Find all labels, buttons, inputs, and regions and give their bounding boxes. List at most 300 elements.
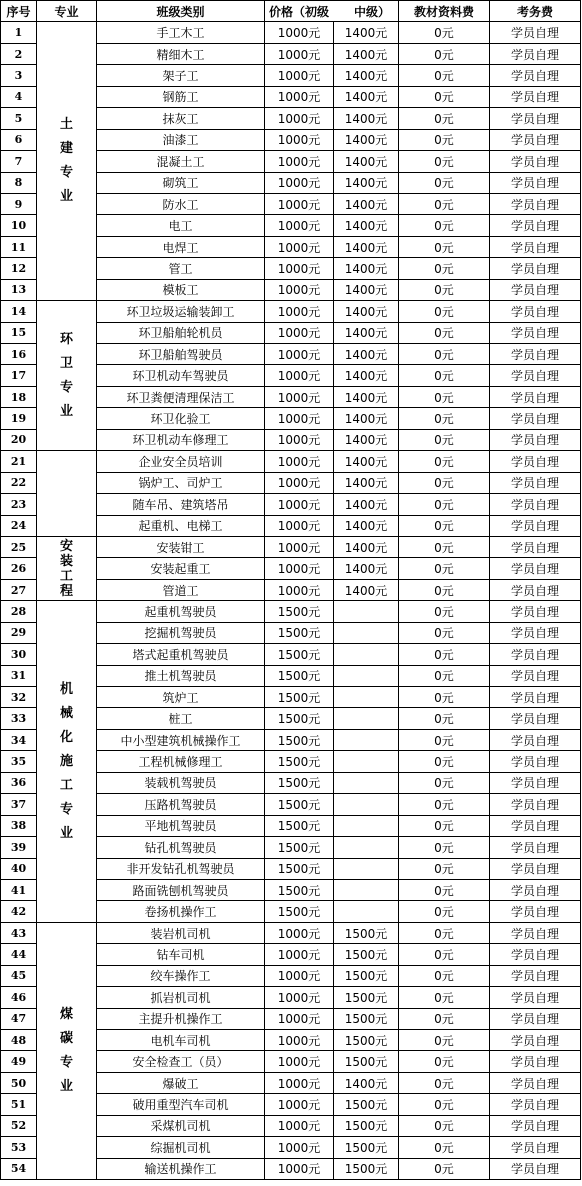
material-fee-cell: 0元 xyxy=(399,1008,490,1029)
price-mid-cell: 1500元 xyxy=(334,1158,399,1179)
price-mid-cell xyxy=(334,858,399,879)
price-mid-cell: 1400元 xyxy=(334,515,399,536)
price-mid-cell: 1400元 xyxy=(334,108,399,129)
price-mid-cell xyxy=(334,901,399,922)
material-fee-cell: 0元 xyxy=(399,879,490,900)
price-mid-cell: 1400元 xyxy=(334,344,399,365)
material-fee-cell: 0元 xyxy=(399,751,490,772)
class-type-cell: 路面铣刨机驾驶员 xyxy=(97,879,265,900)
material-fee-cell: 0元 xyxy=(399,301,490,322)
price-junior-cell: 1000元 xyxy=(265,987,334,1008)
class-type-cell: 压路机驾驶员 xyxy=(97,794,265,815)
row-index: 50 xyxy=(1,1072,37,1093)
material-fee-cell: 0元 xyxy=(399,129,490,150)
price-junior-cell: 1000元 xyxy=(265,1072,334,1093)
exam-fee-cell: 学员自理 xyxy=(490,43,581,64)
row-index: 2 xyxy=(1,43,37,64)
material-fee-cell: 0元 xyxy=(399,386,490,407)
price-mid-cell: 1400元 xyxy=(334,172,399,193)
material-fee-cell: 0元 xyxy=(399,987,490,1008)
major-cell xyxy=(37,536,97,600)
price-junior-cell: 1000元 xyxy=(265,408,334,429)
exam-fee-cell: 学员自理 xyxy=(490,815,581,836)
price-mid-cell: 1400元 xyxy=(334,279,399,300)
material-fee-cell: 0元 xyxy=(399,901,490,922)
price-mid-cell: 1400元 xyxy=(334,151,399,172)
exam-fee-cell: 学员自理 xyxy=(490,494,581,515)
material-fee-cell: 0元 xyxy=(399,622,490,643)
material-fee-cell: 0元 xyxy=(399,1115,490,1136)
price-junior-cell: 1000元 xyxy=(265,129,334,150)
material-fee-cell: 0元 xyxy=(399,536,490,557)
row-index: 27 xyxy=(1,579,37,600)
class-type-cell: 油漆工 xyxy=(97,129,265,150)
row-index: 34 xyxy=(1,729,37,750)
price-junior-cell: 1000元 xyxy=(265,494,334,515)
class-type-cell: 平地机驾驶员 xyxy=(97,815,265,836)
price-junior-cell: 1000元 xyxy=(265,579,334,600)
table-row xyxy=(1,601,581,622)
price-junior-cell: 1500元 xyxy=(265,879,334,900)
row-index: 26 xyxy=(1,558,37,579)
major-label: 土建专业 xyxy=(59,117,73,205)
exam-fee-cell: 学员自理 xyxy=(490,301,581,322)
header-index: 序号 xyxy=(1,1,37,22)
price-mid-cell: 1500元 xyxy=(334,1008,399,1029)
price-mid-cell xyxy=(334,622,399,643)
material-fee-cell: 0元 xyxy=(399,944,490,965)
material-fee-cell: 0元 xyxy=(399,344,490,365)
header-material-fee: 教材资料费 xyxy=(399,1,490,22)
major-label: 安装工程 xyxy=(59,538,73,599)
price-junior-cell: 1000元 xyxy=(265,22,334,43)
material-fee-cell: 0元 xyxy=(399,729,490,750)
price-mid-cell: 1400元 xyxy=(334,429,399,450)
class-type-cell: 安装起重工 xyxy=(97,558,265,579)
price-junior-cell: 1500元 xyxy=(265,708,334,729)
class-type-cell: 筑炉工 xyxy=(97,687,265,708)
class-type-cell: 主提升机操作工 xyxy=(97,1008,265,1029)
class-type-cell: 爆破工 xyxy=(97,1072,265,1093)
row-index: 54 xyxy=(1,1158,37,1179)
price-mid-cell: 1400元 xyxy=(334,536,399,557)
material-fee-cell: 0元 xyxy=(399,43,490,64)
price-junior-cell: 1500元 xyxy=(265,794,334,815)
class-type-cell: 起重机驾驶员 xyxy=(97,601,265,622)
price-mid-cell xyxy=(334,879,399,900)
price-junior-cell: 1000元 xyxy=(265,536,334,557)
table-row xyxy=(1,536,581,557)
price-mid-cell xyxy=(334,837,399,858)
exam-fee-cell: 学员自理 xyxy=(490,451,581,472)
class-type-cell: 非开发钻孔机驾驶员 xyxy=(97,858,265,879)
price-mid-cell xyxy=(334,751,399,772)
row-index: 20 xyxy=(1,429,37,450)
row-index: 44 xyxy=(1,944,37,965)
row-index: 30 xyxy=(1,644,37,665)
row-index: 16 xyxy=(1,344,37,365)
material-fee-cell: 0元 xyxy=(399,837,490,858)
exam-fee-cell: 学员自理 xyxy=(490,708,581,729)
row-index: 51 xyxy=(1,1094,37,1115)
price-mid-cell: 1400元 xyxy=(334,1072,399,1093)
class-type-cell: 钢筋工 xyxy=(97,86,265,107)
exam-fee-cell: 学员自理 xyxy=(490,408,581,429)
exam-fee-cell: 学员自理 xyxy=(490,1115,581,1136)
exam-fee-cell: 学员自理 xyxy=(490,386,581,407)
class-type-cell: 管工 xyxy=(97,258,265,279)
material-fee-cell: 0元 xyxy=(399,1051,490,1072)
row-index: 5 xyxy=(1,108,37,129)
material-fee-cell: 0元 xyxy=(399,644,490,665)
row-index: 38 xyxy=(1,815,37,836)
price-junior-cell: 1000元 xyxy=(265,558,334,579)
material-fee-cell: 0元 xyxy=(399,472,490,493)
row-index: 45 xyxy=(1,965,37,986)
price-mid-cell xyxy=(334,665,399,686)
row-index: 33 xyxy=(1,708,37,729)
class-type-cell: 采煤机司机 xyxy=(97,1115,265,1136)
price-junior-cell: 1000元 xyxy=(265,193,334,214)
class-type-cell: 输送机操作工 xyxy=(97,1158,265,1179)
exam-fee-cell: 学员自理 xyxy=(490,86,581,107)
row-index: 25 xyxy=(1,536,37,557)
price-mid-cell: 1500元 xyxy=(334,1051,399,1072)
header-price xyxy=(265,1,399,22)
row-index: 31 xyxy=(1,665,37,686)
material-fee-cell: 0元 xyxy=(399,236,490,257)
exam-fee-cell: 学员自理 xyxy=(490,858,581,879)
exam-fee-cell: 学员自理 xyxy=(490,65,581,86)
header-major: 专业 xyxy=(37,1,97,22)
table-row xyxy=(1,22,581,43)
row-index: 32 xyxy=(1,687,37,708)
exam-fee-cell: 学员自理 xyxy=(490,172,581,193)
price-junior-cell: 1000元 xyxy=(265,86,334,107)
exam-fee-cell: 学员自理 xyxy=(490,215,581,236)
material-fee-cell: 0元 xyxy=(399,1030,490,1051)
row-index: 13 xyxy=(1,279,37,300)
price-mid-cell: 1400元 xyxy=(334,129,399,150)
material-fee-cell: 0元 xyxy=(399,1137,490,1158)
material-fee-cell: 0元 xyxy=(399,365,490,386)
price-mid-cell: 1400元 xyxy=(334,193,399,214)
material-fee-cell: 0元 xyxy=(399,22,490,43)
price-mid-cell xyxy=(334,708,399,729)
exam-fee-cell: 学员自理 xyxy=(490,644,581,665)
class-type-cell: 破用重型汽车司机 xyxy=(97,1094,265,1115)
exam-fee-cell: 学员自理 xyxy=(490,987,581,1008)
exam-fee-cell: 学员自理 xyxy=(490,151,581,172)
price-junior-cell: 1000元 xyxy=(265,472,334,493)
material-fee-cell: 0元 xyxy=(399,151,490,172)
price-junior-cell: 1000元 xyxy=(265,365,334,386)
material-fee-cell: 0元 xyxy=(399,215,490,236)
exam-fee-cell: 学员自理 xyxy=(490,965,581,986)
exam-fee-cell: 学员自理 xyxy=(490,1094,581,1115)
price-mid-cell: 1400元 xyxy=(334,408,399,429)
material-fee-cell: 0元 xyxy=(399,794,490,815)
price-mid-cell: 1500元 xyxy=(334,965,399,986)
row-index: 3 xyxy=(1,65,37,86)
price-mid-cell: 1400元 xyxy=(334,301,399,322)
exam-fee-cell: 学员自理 xyxy=(490,129,581,150)
price-junior-cell: 1000元 xyxy=(265,965,334,986)
exam-fee-cell: 学员自理 xyxy=(490,729,581,750)
row-index: 10 xyxy=(1,215,37,236)
material-fee-cell: 0元 xyxy=(399,922,490,943)
material-fee-cell: 0元 xyxy=(399,429,490,450)
class-type-cell: 安装钳工 xyxy=(97,536,265,557)
header-price-junior: 价格（初级 xyxy=(269,5,330,19)
exam-fee-cell: 学员自理 xyxy=(490,1072,581,1093)
price-junior-cell: 1500元 xyxy=(265,729,334,750)
price-mid-cell xyxy=(334,644,399,665)
exam-fee-cell: 学员自理 xyxy=(490,794,581,815)
class-type-cell: 推土机驾驶员 xyxy=(97,665,265,686)
exam-fee-cell: 学员自理 xyxy=(490,472,581,493)
exam-fee-cell: 学员自理 xyxy=(490,429,581,450)
material-fee-cell: 0元 xyxy=(399,687,490,708)
table-row xyxy=(1,451,581,472)
material-fee-cell: 0元 xyxy=(399,708,490,729)
class-type-cell: 起重机、电梯工 xyxy=(97,515,265,536)
class-type-cell: 钻孔机驾驶员 xyxy=(97,837,265,858)
price-mid-cell: 1500元 xyxy=(334,1094,399,1115)
row-index: 37 xyxy=(1,794,37,815)
major-cell xyxy=(37,301,97,451)
price-junior-cell: 1000元 xyxy=(265,151,334,172)
exam-fee-cell: 学员自理 xyxy=(490,344,581,365)
row-index: 6 xyxy=(1,129,37,150)
price-junior-cell: 1000元 xyxy=(265,258,334,279)
price-junior-cell: 1000元 xyxy=(265,322,334,343)
price-junior-cell: 1000元 xyxy=(265,215,334,236)
price-junior-cell: 1000元 xyxy=(265,279,334,300)
price-junior-cell: 1000元 xyxy=(265,451,334,472)
price-mid-cell: 1400元 xyxy=(334,322,399,343)
class-type-cell: 砌筑工 xyxy=(97,172,265,193)
price-mid-cell: 1500元 xyxy=(334,1137,399,1158)
material-fee-cell: 0元 xyxy=(399,772,490,793)
exam-fee-cell: 学员自理 xyxy=(490,258,581,279)
row-index: 8 xyxy=(1,172,37,193)
price-junior-cell: 1000元 xyxy=(265,301,334,322)
row-index: 15 xyxy=(1,322,37,343)
class-type-cell: 卷扬机操作工 xyxy=(97,901,265,922)
price-junior-cell: 1500元 xyxy=(265,687,334,708)
row-index: 46 xyxy=(1,987,37,1008)
class-type-cell: 工程机械修理工 xyxy=(97,751,265,772)
price-junior-cell: 1500元 xyxy=(265,772,334,793)
exam-fee-cell: 学员自理 xyxy=(490,751,581,772)
class-type-cell: 架子工 xyxy=(97,65,265,86)
exam-fee-cell: 学员自理 xyxy=(490,1008,581,1029)
class-type-cell: 综掘机司机 xyxy=(97,1137,265,1158)
exam-fee-cell: 学员自理 xyxy=(490,901,581,922)
header-row xyxy=(1,1,581,22)
price-junior-cell: 1000元 xyxy=(265,65,334,86)
price-mid-cell xyxy=(334,772,399,793)
price-mid-cell: 1400元 xyxy=(334,86,399,107)
price-mid-cell xyxy=(334,815,399,836)
header-exam-fee: 考务费 xyxy=(490,1,581,22)
price-mid-cell: 1400元 xyxy=(334,65,399,86)
major-label: 煤碳专业 xyxy=(59,1006,73,1094)
class-type-cell: 手工木工 xyxy=(97,22,265,43)
row-index: 43 xyxy=(1,922,37,943)
material-fee-cell: 0元 xyxy=(399,579,490,600)
class-type-cell: 环卫粪便清理保洁工 xyxy=(97,386,265,407)
price-junior-cell: 1500元 xyxy=(265,837,334,858)
class-type-cell: 挖掘机驾驶员 xyxy=(97,622,265,643)
row-index: 7 xyxy=(1,151,37,172)
row-index: 18 xyxy=(1,386,37,407)
price-mid-cell: 1400元 xyxy=(334,22,399,43)
major-label: 环卫专业 xyxy=(59,331,73,419)
material-fee-cell: 0元 xyxy=(399,258,490,279)
price-mid-cell: 1400元 xyxy=(334,386,399,407)
price-junior-cell: 1500元 xyxy=(265,622,334,643)
major-cell xyxy=(37,22,97,301)
table-row xyxy=(1,922,581,943)
row-index: 29 xyxy=(1,622,37,643)
price-junior-cell: 1500元 xyxy=(265,601,334,622)
exam-fee-cell: 学员自理 xyxy=(490,536,581,557)
price-mid-cell: 1500元 xyxy=(334,1115,399,1136)
exam-fee-cell: 学员自理 xyxy=(490,665,581,686)
price-junior-cell: 1000元 xyxy=(265,386,334,407)
class-type-cell: 锅炉工、司炉工 xyxy=(97,472,265,493)
price-junior-cell: 1000元 xyxy=(265,1051,334,1072)
exam-fee-cell: 学员自理 xyxy=(490,622,581,643)
price-junior-cell: 1000元 xyxy=(265,344,334,365)
material-fee-cell: 0元 xyxy=(399,601,490,622)
material-fee-cell: 0元 xyxy=(399,965,490,986)
row-index: 23 xyxy=(1,494,37,515)
row-index: 48 xyxy=(1,1030,37,1051)
class-type-cell: 电机车司机 xyxy=(97,1030,265,1051)
price-mid-cell: 1400元 xyxy=(334,43,399,64)
class-type-cell: 装岩机司机 xyxy=(97,922,265,943)
row-index: 22 xyxy=(1,472,37,493)
class-type-cell: 环卫垃圾运输装卸工 xyxy=(97,301,265,322)
exam-fee-cell: 学员自理 xyxy=(490,601,581,622)
price-mid-cell xyxy=(334,794,399,815)
price-junior-cell: 1500元 xyxy=(265,751,334,772)
class-type-cell: 环卫机动车修理工 xyxy=(97,429,265,450)
row-index: 12 xyxy=(1,258,37,279)
price-junior-cell: 1500元 xyxy=(265,815,334,836)
exam-fee-cell: 学员自理 xyxy=(490,687,581,708)
header-price-mid: 中级） xyxy=(353,5,390,19)
row-index: 24 xyxy=(1,515,37,536)
row-index: 4 xyxy=(1,86,37,107)
price-mid-cell xyxy=(334,601,399,622)
exam-fee-cell: 学员自理 xyxy=(490,322,581,343)
price-junior-cell: 1000元 xyxy=(265,515,334,536)
price-junior-cell: 1000元 xyxy=(265,1158,334,1179)
class-type-cell: 环卫船舶驾驶员 xyxy=(97,344,265,365)
price-mid-cell: 1500元 xyxy=(334,922,399,943)
row-index: 9 xyxy=(1,193,37,214)
class-type-cell: 环卫船舶轮机员 xyxy=(97,322,265,343)
header-class-type: 班级类别 xyxy=(97,1,265,22)
material-fee-cell: 0元 xyxy=(399,665,490,686)
price-junior-cell: 1000元 xyxy=(265,922,334,943)
price-mid-cell: 1400元 xyxy=(334,579,399,600)
price-junior-cell: 1000元 xyxy=(265,1030,334,1051)
class-type-cell: 桩工 xyxy=(97,708,265,729)
row-index: 19 xyxy=(1,408,37,429)
price-mid-cell: 1400元 xyxy=(334,258,399,279)
price-mid-cell xyxy=(334,687,399,708)
price-junior-cell: 1000元 xyxy=(265,1115,334,1136)
row-index: 14 xyxy=(1,301,37,322)
material-fee-cell: 0元 xyxy=(399,65,490,86)
class-type-cell: 抹灰工 xyxy=(97,108,265,129)
material-fee-cell: 0元 xyxy=(399,322,490,343)
exam-fee-cell: 学员自理 xyxy=(490,236,581,257)
exam-fee-cell: 学员自理 xyxy=(490,879,581,900)
class-type-cell: 安全检查工（员） xyxy=(97,1051,265,1072)
price-mid-cell: 1500元 xyxy=(334,1030,399,1051)
exam-fee-cell: 学员自理 xyxy=(490,1137,581,1158)
row-index: 11 xyxy=(1,236,37,257)
row-index: 36 xyxy=(1,772,37,793)
table-body xyxy=(1,22,581,1180)
material-fee-cell: 0元 xyxy=(399,408,490,429)
row-index: 39 xyxy=(1,837,37,858)
exam-fee-cell: 学员自理 xyxy=(490,279,581,300)
price-junior-cell: 1500元 xyxy=(265,901,334,922)
exam-fee-cell: 学员自理 xyxy=(490,1030,581,1051)
material-fee-cell: 0元 xyxy=(399,815,490,836)
price-mid-cell: 1400元 xyxy=(334,451,399,472)
price-junior-cell: 1500元 xyxy=(265,858,334,879)
row-index: 17 xyxy=(1,365,37,386)
row-index: 28 xyxy=(1,601,37,622)
exam-fee-cell: 学员自理 xyxy=(490,558,581,579)
exam-fee-cell: 学员自理 xyxy=(490,922,581,943)
price-mid-cell: 1400元 xyxy=(334,558,399,579)
material-fee-cell: 0元 xyxy=(399,108,490,129)
row-index: 49 xyxy=(1,1051,37,1072)
class-type-cell: 中小型建筑机械操作工 xyxy=(97,729,265,750)
exam-fee-cell: 学员自理 xyxy=(490,108,581,129)
class-type-cell: 钻车司机 xyxy=(97,944,265,965)
exam-fee-cell: 学员自理 xyxy=(490,365,581,386)
price-mid-cell: 1400元 xyxy=(334,365,399,386)
class-type-cell: 精细木工 xyxy=(97,43,265,64)
price-mid-cell: 1400元 xyxy=(334,236,399,257)
exam-fee-cell: 学员自理 xyxy=(490,1158,581,1179)
price-mid-cell: 1500元 xyxy=(334,987,399,1008)
price-mid-cell: 1400元 xyxy=(334,215,399,236)
material-fee-cell: 0元 xyxy=(399,193,490,214)
material-fee-cell: 0元 xyxy=(399,451,490,472)
material-fee-cell: 0元 xyxy=(399,494,490,515)
row-index: 52 xyxy=(1,1115,37,1136)
price-junior-cell: 1000元 xyxy=(265,429,334,450)
price-junior-cell: 1000元 xyxy=(265,1008,334,1029)
major-cell xyxy=(37,601,97,923)
price-junior-cell: 1000元 xyxy=(265,236,334,257)
exam-fee-cell: 学员自理 xyxy=(490,837,581,858)
material-fee-cell: 0元 xyxy=(399,558,490,579)
class-type-cell: 绞车操作工 xyxy=(97,965,265,986)
exam-fee-cell: 学员自理 xyxy=(490,193,581,214)
